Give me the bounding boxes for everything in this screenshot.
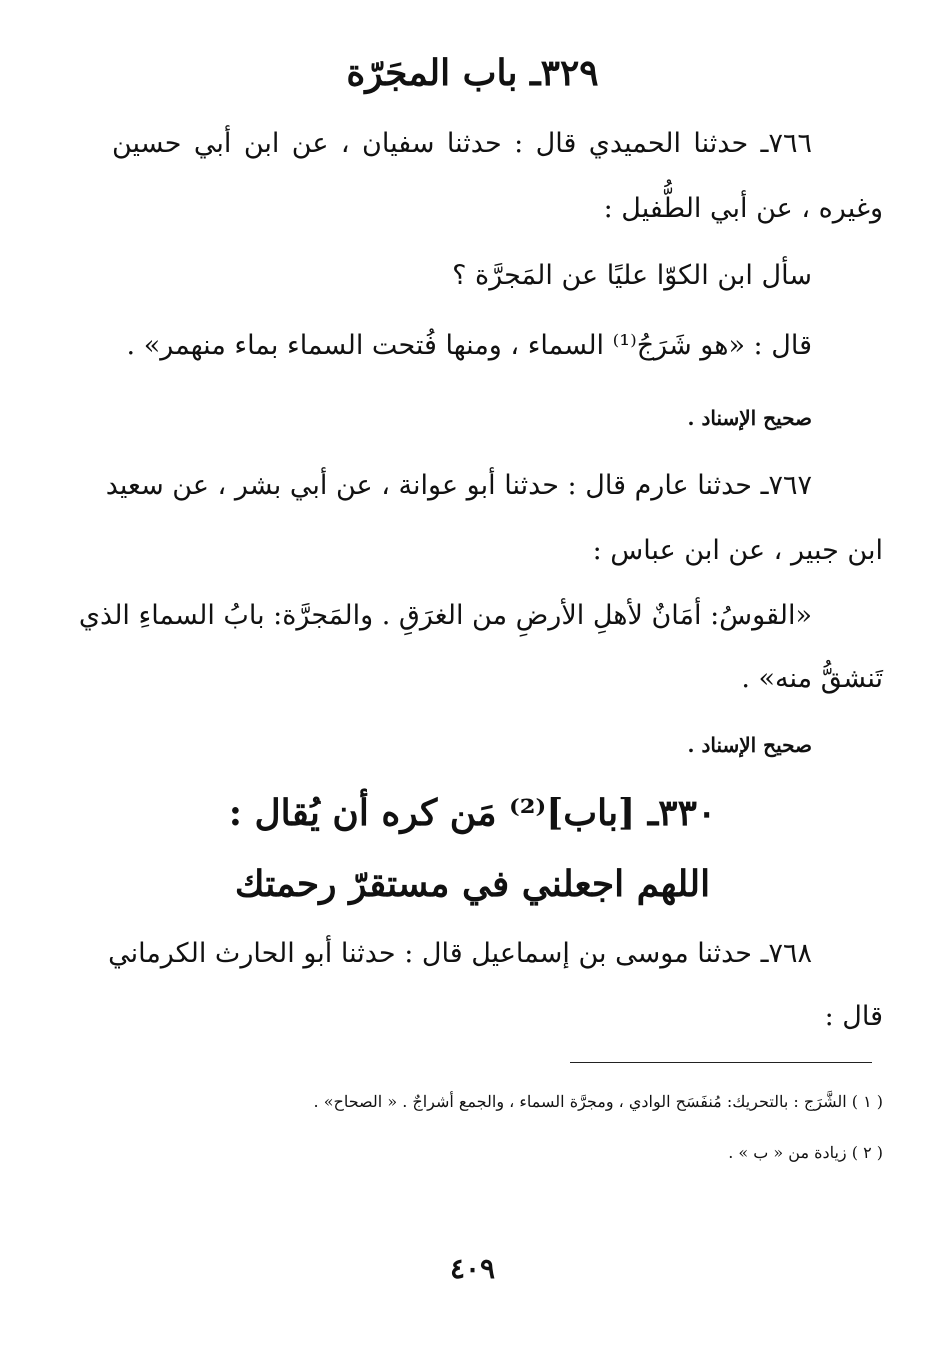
hadith-767-line-4: تَنشقُّ منه» . (741, 663, 883, 694)
hadith-768-line-2: قال : (824, 1001, 883, 1032)
footnote-2: ( ٢ ) زيادة من « ب » . (728, 1143, 883, 1162)
hadith-766-line-2: وغيره ، عن أبي الطُّفيل : (603, 193, 883, 224)
hadith-768-line-1: ٧٦٨ـ حدثنا موسى بن إسماعيل قال : حدثنا أبو الحارث الكرماني (108, 938, 812, 969)
hadith-767-line-1: ٧٦٧ـ حدثنا عارم قال : حدثنا أبو عوانة ، عن أبي بشر ، عن سعيد (105, 470, 812, 501)
hadith-767-line-3: «القوسُ: أمَانٌ لأهلِ الأرضِ من الغرَقِ . والمَجرَّة: بابُ السماءِ الذي (78, 600, 812, 631)
footnote-1: ( ١ ) الشَّرَج : بالتحريك: مُنفَسَح الوادي ، ومجرَّة السماء ، والجمع أشراجٌ . « الصحاح» . (313, 1092, 883, 1111)
chapter-330-heading-line-2: اللهم اجعلني في مستقرّ رحمتك (234, 863, 711, 905)
chapter-330-heading-line-1: ٣٣٠ـ [باب]⁽²⁾ مَن كره أن يُقال : (228, 792, 717, 834)
hadith-767-grade: صحيح الإسناد . (687, 733, 812, 757)
hadith-766-grade: صحيح الإسناد . (687, 406, 812, 430)
page-number: ٤٠٩ (449, 1252, 496, 1285)
hadith-766-line-1: ٧٦٦ـ حدثنا الحميدي قال : حدثنا سفيان ، عن ابن أبي حسين (112, 128, 812, 159)
hadith-767-line-2: ابن جبير ، عن ابن عباس : (592, 535, 883, 566)
footnote-separator (570, 1062, 872, 1063)
hadith-766-line-3: سأل ابن الكوّا عليًا عن المَجرَّة ؟ (452, 260, 812, 291)
hadith-766-line-4: قال : «هو شَرَجُ⁽¹⁾ السماء ، ومنها فُتحت السماء بماء منهمر» . (126, 330, 812, 361)
chapter-329-heading: ٣٢٩ـ باب المجَرّة (346, 52, 599, 94)
